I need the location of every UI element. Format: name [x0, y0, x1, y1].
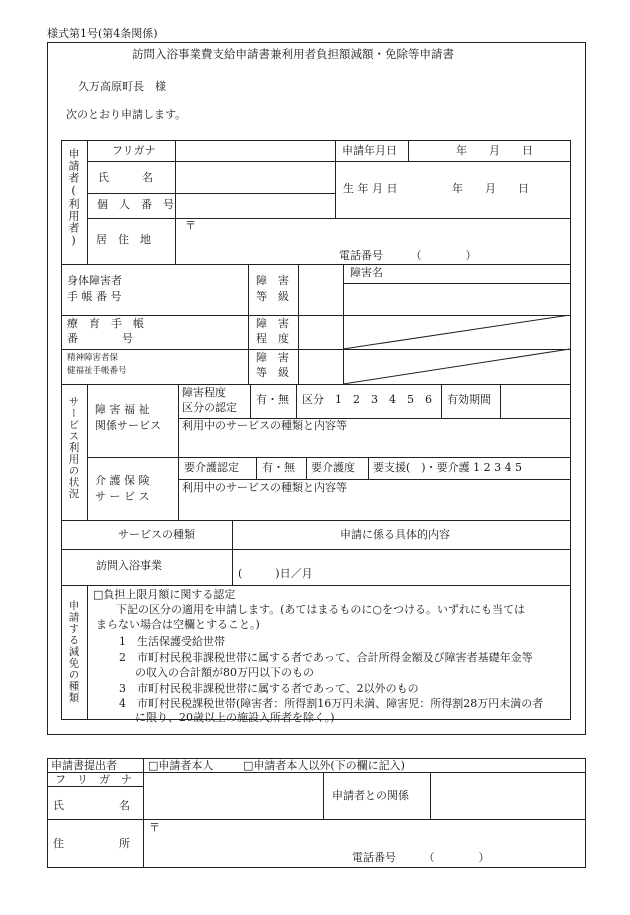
- ryoiku-handbook-label-2: 番 号: [67, 332, 133, 345]
- applicant-section-label: 申請者(利用者): [67, 148, 80, 248]
- birth-date-value: 年 月 日: [452, 182, 529, 195]
- reduction-paragraph-2: まらない場合は空欄とすること。): [96, 618, 260, 631]
- reduction-section-label: 申請する減免の種類: [67, 600, 80, 704]
- furigana-label: フリガナ: [112, 144, 156, 157]
- care-cert-label: 要介護認定: [184, 461, 239, 474]
- service-type-header: サービスの種類: [118, 528, 195, 541]
- reduction-item-4-line-1: 4 市町村民税課税世帯(障害者：所得割16万円未満、障害児：所得割28万円未満の者: [119, 697, 544, 710]
- mental-handbook-label-1: 精神障害者保: [67, 353, 119, 363]
- address-label: 居 住 地: [96, 233, 151, 246]
- mental-handbook-label-2: 健福祉手帳番号: [67, 366, 127, 376]
- reduction-item-4-line-2: に限り、20歳以上の施設入所者を除く。): [135, 711, 335, 724]
- physical-handbook-label-2: 手 帳 番 号: [67, 290, 122, 303]
- submitter-postal-mark: 〒: [149, 821, 160, 834]
- relation-label: 申請者との関係: [332, 789, 409, 802]
- grade-label-1: 障 害: [256, 274, 289, 287]
- apply-date-label: 申請年月日: [342, 144, 397, 157]
- care-detail-label: 利用中のサービスの種類と内容等: [182, 481, 347, 494]
- strikethrough-diagonals: [343, 315, 570, 384]
- degree-label-1: 障 害: [256, 317, 289, 330]
- welfare-detail-label: 利用中のサービスの種類と内容等: [182, 419, 347, 432]
- name-label: 氏 名: [98, 171, 153, 184]
- intro-text: 次のとおり申請します。: [66, 108, 187, 121]
- addressee: 久万高原町長 様: [78, 80, 166, 93]
- reduction-paragraph-1: 下記の区分の適用を申請します。(あてはまるものに○をつける。いずれにも当ては: [116, 603, 526, 616]
- submitter-other-checkbox[interactable]: □申請者本人以外(下の欄に記入): [243, 759, 405, 772]
- service-usage-section-label: サービス利用の状況: [67, 396, 80, 500]
- care-yes-no: 有・無: [262, 461, 295, 474]
- submitter-label: 申請書提出者: [51, 759, 117, 772]
- submitter-self-checkbox[interactable]: □申請者本人: [148, 759, 214, 772]
- postal-mark: 〒: [185, 219, 196, 232]
- form-title: 訪問入浴事業費支給申請書兼利用者負担額減額・免除等申請書: [132, 47, 454, 61]
- diagonal-mental: [343, 349, 570, 384]
- welfare-service-label-2: 関係サービス: [95, 419, 161, 432]
- submitter-furigana-label: フ リ ガ ナ: [55, 773, 132, 786]
- apply-date-value: 年 月 日: [456, 144, 533, 157]
- service-type-value: 訪問入浴事業: [96, 559, 162, 572]
- applicant-phone: 電話番号 （ ）: [339, 249, 477, 262]
- ryoiku-handbook-label-1: 療 育 手 帳: [67, 317, 144, 330]
- care-insurance-label-1: 介 護 保 険: [95, 474, 150, 487]
- welfare-service-label-1: 障 害 福 祉: [95, 403, 150, 416]
- submitter-phone: 電話番号 （ ）: [352, 851, 490, 864]
- kubun-options: 区分 1 2 3 4 5 6: [302, 393, 432, 406]
- table-left-line: [61, 140, 62, 720]
- care-degree-label: 要介護度: [311, 461, 355, 474]
- table-top-line: [61, 140, 571, 141]
- care-levels-options: 要支援( )・要介護 1 2 3 4 5: [373, 461, 523, 474]
- reduction-item-2-line-2: の収入の合計額が80万円以下のもの: [135, 666, 314, 679]
- submitter-name-label: 氏 名: [53, 799, 130, 812]
- service-content-header: 申請に係る具体的内容: [340, 528, 450, 541]
- birth-date-label: 生 年 月 日: [343, 182, 398, 195]
- diagonal-ryoiku: [343, 315, 570, 349]
- disability-name-label: 障害名: [350, 266, 383, 279]
- valid-period-label: 有効期間: [447, 393, 491, 406]
- degree-label-2: 程 度: [256, 332, 289, 345]
- form-number: 様式第1号(第4条関係): [47, 27, 158, 40]
- grade2-label-2: 等 級: [256, 366, 289, 379]
- level-yes-no: 有・無: [256, 393, 289, 406]
- level-cert-label-2: 区分の認定: [182, 401, 237, 414]
- service-content-value: ( )日／月: [238, 567, 313, 580]
- care-insurance-label-2: サ ー ビ ス: [95, 490, 150, 503]
- grade2-label-1: 障 害: [256, 351, 289, 364]
- reduction-item-2-line-1: 2 市町村民税非課税世帯に属する者であって、合計所得金額及び障害者基礎年金等: [119, 651, 533, 664]
- submitter-address-label: 住 所: [53, 837, 130, 850]
- reduction-checkbox[interactable]: □負担上限月額に関する認定: [93, 588, 236, 601]
- table-right-line: [570, 140, 571, 720]
- reduction-item-3: 3 市町村民税非課税世帯に属する者であって、2以外のもの: [119, 682, 419, 695]
- reduction-item-1: 1 生活保護受給世帯: [119, 635, 225, 648]
- level-cert-label-1: 障害程度: [182, 386, 226, 399]
- physical-handbook-label-1: 身体障害者: [67, 274, 122, 287]
- personal-number-label: 個 人 番 号: [97, 198, 174, 211]
- grade-label-2: 等 級: [256, 290, 289, 303]
